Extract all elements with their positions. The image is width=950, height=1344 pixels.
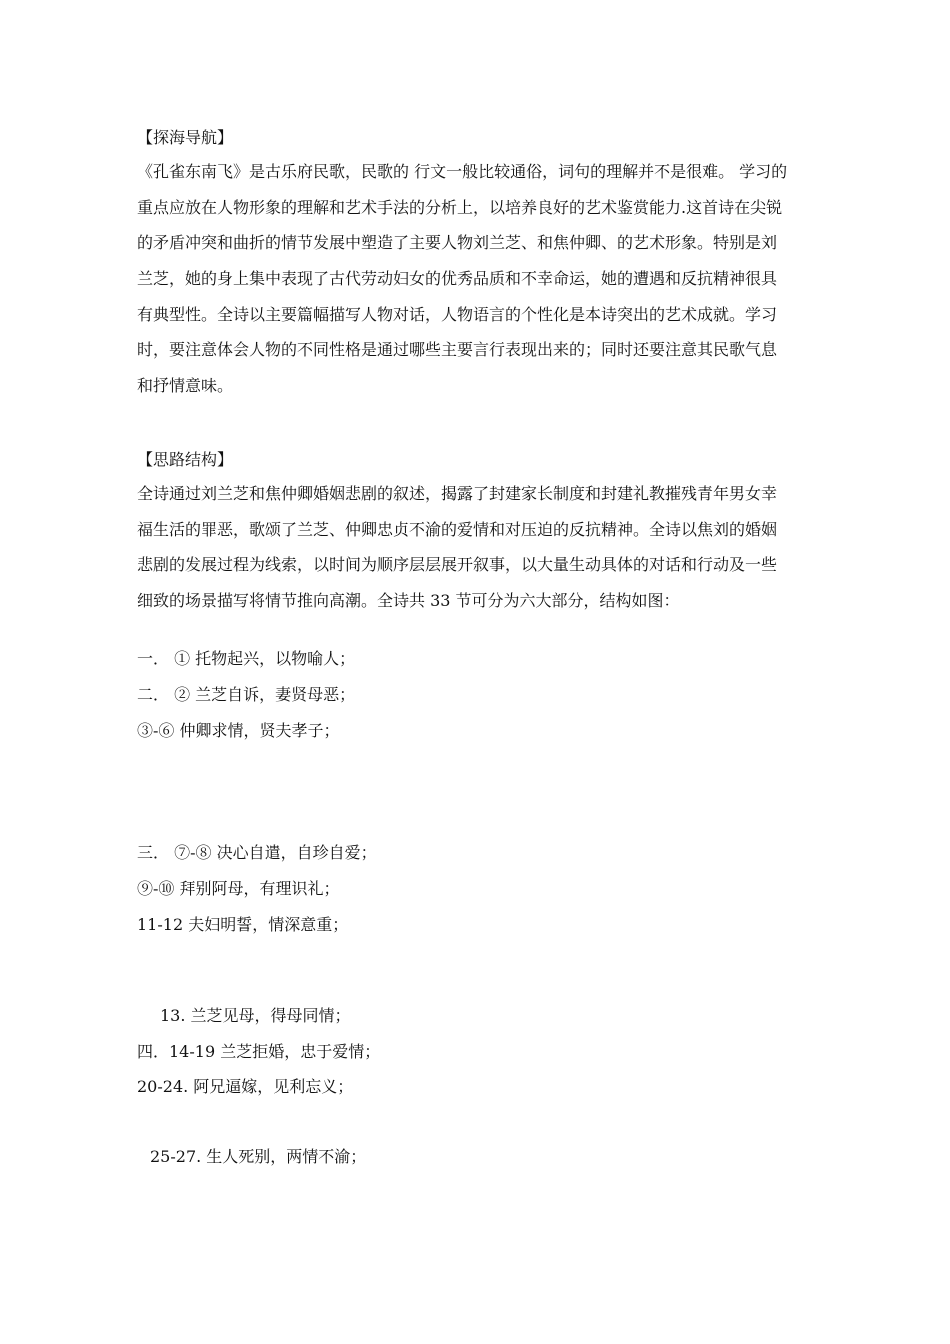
outline-item: 20-24. 阿兄逼嫁，见利忘义； <box>137 1077 354 1096</box>
intro-paragraph <box>137 154 817 404</box>
paragraph-line: 悲剧的发展过程为线索，以时间为顺序层层展开叙事，以大量生动具体的对话和行动及一些 <box>137 555 778 575</box>
paragraph-line: 全诗通过刘兰芝和焦仲卿婚姻悲剧的叙述，揭露了封建家长制度和封建礼教摧残青年男女幸 <box>137 484 778 503</box>
paragraph-line: 兰芝，她的身上集中表现了古代劳动妇女的优秀品质和不幸命运，她的遭遇和反抗精神很具 <box>137 269 778 289</box>
outline-item: ⑨-⑩ 拜别阿母，有理识礼； <box>137 879 340 898</box>
paragraph-line: 细致的场景描写将情节推向高潮。全诗共 33 节可分为六大部分，结构如图： <box>137 591 680 611</box>
section-heading-structure: 【思路结构】 <box>137 450 234 469</box>
outline-item: 三． ⑦-⑧ 决心自遣，自珍自爱； <box>137 843 377 862</box>
paragraph-line: 《孔雀东南飞》是古乐府民歌，民歌的 行文一般比较通俗，词句的理解并不是很难。 学习的 <box>137 162 788 181</box>
paragraph-line: 福生活的罪恶，歌颂了兰芝、仲卿忠贞不渝的爱情和对压迫的反抗精神。全诗以焦刘的婚姻 <box>137 519 778 539</box>
outline-item: 13. 兰芝见母，得母同情； <box>160 1006 351 1025</box>
outline-item: 一． ① 托物起兴，以物喻人； <box>137 649 356 668</box>
outline-item: ③-⑥ 仲卿求情，贤夫孝子； <box>137 721 340 740</box>
section-heading-navigation: 【探海导航】 <box>137 128 234 147</box>
paragraph-line: 的矛盾冲突和曲折的情节发展中塑造了主要人物刘兰芝、和焦仲卿、的艺术形象。特别是刘 <box>137 233 778 253</box>
outline-item: 四．14-19 兰芝拒婚，忠于爱情； <box>137 1042 381 1061</box>
outline-item: 25-27. 生人死别，两情不渝； <box>150 1147 367 1166</box>
structure-paragraph <box>137 476 817 619</box>
paragraph-line: 和抒情意味。 <box>137 376 234 396</box>
paragraph-line: 时，要注意体会人物的不同性格是通过哪些主要言行表现出来的；同时还要注意其民歌气息 <box>137 340 778 360</box>
paragraph-line: 重点应放在人物形象的理解和艺术手法的分析上，以培养良好的艺术鉴赏能力.这首诗在尖锐 <box>137 197 783 217</box>
outline-item: 11-12 夫妇明誓，情深意重； <box>137 915 349 934</box>
outline-item: 二． ② 兰芝自诉，妻贤母恶； <box>137 685 356 704</box>
paragraph-line: 有典型性。全诗以主要篇幅描写人物对话，人物语言的个性化是本诗突出的艺术成就。学习 <box>137 304 778 324</box>
